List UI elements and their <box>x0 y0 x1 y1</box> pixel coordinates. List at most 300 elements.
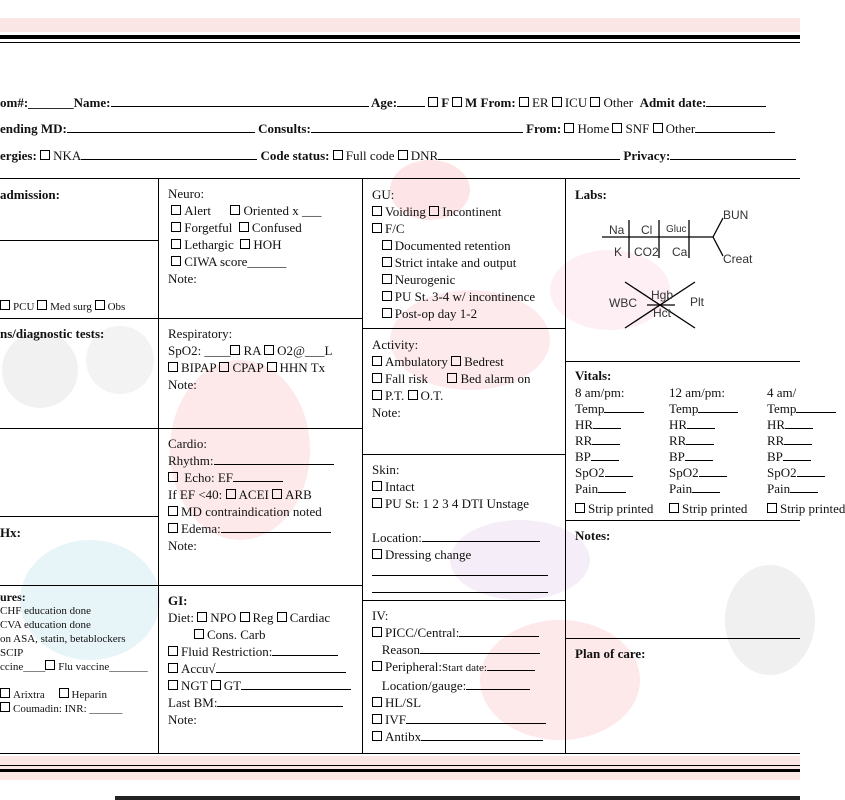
o2-checkbox[interactable] <box>264 345 274 355</box>
peripheral-label: Peripheral: <box>385 659 443 674</box>
vitals-spo2-row <box>767 464 825 481</box>
bipap-checkbox[interactable] <box>168 362 178 372</box>
vitals-hr-label: HR <box>575 417 594 432</box>
picc-label: PICC/Central: <box>385 625 460 640</box>
col1-rule-1 <box>0 240 158 241</box>
vitals-hr-field[interactable] <box>687 416 715 429</box>
gi-title: GI: <box>168 593 188 608</box>
asa-statin-bb: on ASA, statin, betablockers <box>0 633 126 645</box>
plan-section <box>575 645 646 662</box>
strict-io-checkbox[interactable] <box>382 257 392 267</box>
col4-rule-2 <box>565 520 800 521</box>
gt-checkbox[interactable] <box>211 680 221 690</box>
from-home-label: Home <box>577 121 610 136</box>
strip-printed-option <box>767 500 845 517</box>
vitals-time-header: 4 am/ <box>767 385 797 400</box>
activity-section <box>372 336 531 421</box>
vitals-temp-field[interactable] <box>698 400 738 413</box>
bottom-rule <box>0 769 800 772</box>
fc-checkbox[interactable] <box>372 223 382 233</box>
room-label: om#:_______ <box>0 95 74 110</box>
intact-label: Intact <box>385 479 415 494</box>
hx-section <box>0 524 21 541</box>
cpap-label: CPAP <box>232 360 264 375</box>
vitals-temp-label: Temp <box>575 401 605 416</box>
vitals-rr-field[interactable] <box>686 432 714 445</box>
col1-rule-5 <box>0 585 158 586</box>
code-status-label: Code status: <box>260 148 330 163</box>
activity-note: Note: <box>372 405 401 420</box>
bedrest-label: Bedrest <box>464 354 504 369</box>
cva-education: CVA education done <box>0 619 91 631</box>
vitals-temp-field[interactable] <box>796 400 836 413</box>
start-date-field[interactable] <box>487 658 535 671</box>
allergies-label: ergies: <box>0 148 37 163</box>
dnr-label: DNR <box>410 148 439 163</box>
privacy-field[interactable] <box>670 148 796 160</box>
ot-checkbox[interactable] <box>408 390 418 400</box>
admission-section <box>0 186 60 203</box>
pu-incontinence-label: PU St. 3-4 w/ incontinence <box>394 289 536 304</box>
tube-field[interactable] <box>241 677 351 690</box>
vitals-bp-field[interactable] <box>685 448 713 461</box>
npo-checkbox[interactable] <box>197 612 207 622</box>
vitals-spo2-field[interactable] <box>605 464 633 477</box>
vitals-pain-field[interactable] <box>790 480 818 493</box>
pu-stage-label: PU St: 1 2 3 4 DTI Unstage <box>385 496 530 511</box>
reason-label: Reason <box>381 642 421 657</box>
voiding-checkbox[interactable] <box>372 206 382 216</box>
dressing-change-checkbox[interactable] <box>372 549 382 559</box>
confused-checkbox[interactable] <box>239 222 249 232</box>
cardio-section <box>168 435 334 554</box>
vitals-temp-row <box>575 400 644 417</box>
intact-checkbox[interactable] <box>372 481 382 491</box>
oriented-label: Oriented x ___ <box>243 203 322 218</box>
vitals-spo2-field[interactable] <box>797 464 825 477</box>
cardiac-label: Cardiac <box>289 610 331 625</box>
voiding-label: Voiding <box>385 204 426 219</box>
name-field[interactable] <box>111 95 369 107</box>
o2-label: O2@___L <box>277 343 333 358</box>
allergies-field[interactable] <box>81 148 257 160</box>
alert-label: Alert <box>184 203 211 218</box>
tests-section <box>0 325 104 342</box>
forgetful-label: Forgetful <box>184 220 233 235</box>
bedrest-checkbox[interactable] <box>451 356 461 366</box>
from-label: From: <box>480 95 516 110</box>
skin-notes-line-2[interactable] <box>372 580 548 593</box>
lab-na: Na <box>609 223 625 237</box>
incontinent-checkbox[interactable] <box>429 206 439 216</box>
pcu-checkbox[interactable] <box>0 300 10 310</box>
vitals-pain-label: Pain <box>767 481 791 496</box>
ivf-field[interactable] <box>406 711 546 724</box>
confused-label: Confused <box>251 220 302 235</box>
hx-label: Hx: <box>0 525 21 540</box>
top-rule <box>0 35 800 39</box>
from-icu-checkbox[interactable] <box>552 97 562 107</box>
lab-k: K <box>614 245 623 259</box>
hlsl-checkbox[interactable] <box>372 697 382 707</box>
med-surg-checkbox[interactable] <box>37 300 47 310</box>
vitals-spo2-label: SpO2 <box>767 465 797 480</box>
from-origin-label: From: <box>526 121 562 136</box>
vitals-bp-label: BP <box>575 449 591 464</box>
start-date-label: Start date: <box>442 662 487 674</box>
lab-hgb: Hgb <box>651 288 674 302</box>
forgetful-checkbox[interactable] <box>171 222 181 232</box>
iv-location-label: Location/gauge: <box>381 678 467 693</box>
sex-f-label: F <box>441 95 449 110</box>
ra-label: RA <box>243 343 261 358</box>
code-status-field[interactable] <box>438 148 620 160</box>
strip-printed-checkbox[interactable] <box>575 503 585 513</box>
col4-rule-3 <box>565 638 800 639</box>
vitals-rr-field[interactable] <box>784 432 812 445</box>
documented-retention-label: Documented retention <box>394 238 511 253</box>
ot-label: O.T. <box>420 388 444 403</box>
col2-rule-3 <box>158 585 362 586</box>
neuro-title: Neuro: <box>168 186 205 201</box>
lab-hct: Hct <box>653 306 671 320</box>
edema-checkbox[interactable] <box>168 523 178 533</box>
notes-title: Notes: <box>575 528 611 543</box>
respiratory-section <box>168 325 332 393</box>
vitals-rr-row <box>767 432 812 449</box>
plan-of-care-title: Plan of care: <box>575 646 646 661</box>
core-measures-label: ures: <box>0 590 26 604</box>
peripheral-checkbox[interactable] <box>372 661 382 671</box>
sex-f-checkbox[interactable] <box>428 97 438 107</box>
vitals-hr-row <box>767 416 813 433</box>
sex-m-checkbox[interactable] <box>452 97 462 107</box>
ambulatory-checkbox[interactable] <box>372 356 382 366</box>
ef-threshold-label: If EF <40: <box>168 487 223 502</box>
consults-label: Consults: <box>258 121 311 136</box>
lab-fishbone-diagram <box>565 200 800 340</box>
iv-location-field[interactable] <box>466 677 530 690</box>
strip-printed-option <box>575 500 653 517</box>
from-er-checkbox[interactable] <box>519 97 529 107</box>
scip: SCIP <box>0 647 24 659</box>
pt-label: P.T. <box>385 388 405 403</box>
lab-wbc: WBC <box>609 296 637 310</box>
labs-title: Labs: <box>575 187 607 202</box>
antibx-label: Antibx <box>385 729 422 744</box>
nka-label: NKA <box>53 148 82 163</box>
gt-label: GT <box>223 678 242 693</box>
vitals-hr-field[interactable] <box>785 416 813 429</box>
header-row-3 <box>0 148 796 164</box>
full-code-label: Full code <box>345 148 395 163</box>
reg-label: Reg <box>252 610 274 625</box>
col1-rule-3 <box>0 428 158 429</box>
cpap-checkbox[interactable] <box>219 362 229 372</box>
accu-label: Accu√ <box>181 661 216 676</box>
vitals-hr-label: HR <box>669 417 688 432</box>
vitals-temp-field[interactable] <box>604 400 644 413</box>
from-other-field[interactable] <box>695 121 775 133</box>
flu-vaccine-checkbox[interactable] <box>45 660 55 670</box>
vitals-hr-row <box>575 416 621 433</box>
vitals-pain-row <box>767 480 818 497</box>
fall-risk-label: Fall risk <box>385 371 428 386</box>
vitals-section <box>575 367 611 384</box>
privacy-label: Privacy: <box>623 148 671 163</box>
skin-notes-line-1[interactable] <box>372 563 548 576</box>
accu-field[interactable] <box>216 660 346 673</box>
md-contraindication-checkbox[interactable] <box>168 506 178 516</box>
antibx-field[interactable] <box>421 728 543 741</box>
attending-md-field[interactable] <box>67 121 255 133</box>
vitals-spo2-label: SpO2 <box>575 465 605 480</box>
fluid-restriction-field[interactable] <box>272 643 338 656</box>
strict-io-label: Strict intake and output <box>394 255 517 270</box>
flu-vaccine: Flu vaccine_______ <box>58 661 148 673</box>
acei-label: ACEI <box>238 487 269 502</box>
hoh-checkbox[interactable] <box>240 239 250 249</box>
rhythm-field[interactable] <box>214 452 334 465</box>
lethargic-label: Lethargic <box>184 237 234 252</box>
pneumo-vaccine: ccine____ <box>0 661 46 673</box>
col-divider-2 <box>362 178 363 753</box>
ra-checkbox[interactable] <box>230 345 240 355</box>
neuro-note: Note: <box>168 271 197 286</box>
arb-label: ARB <box>285 487 312 502</box>
ngt-checkbox[interactable] <box>168 680 178 690</box>
fluid-restriction-checkbox[interactable] <box>168 646 178 656</box>
from-other2-checkbox[interactable] <box>653 123 663 133</box>
oriented-checkbox[interactable] <box>230 205 240 215</box>
coumadin-label: Coumadin: INR: ______ <box>13 703 123 715</box>
diet-label: Diet: <box>168 610 194 625</box>
strip-printed-checkbox[interactable] <box>669 503 679 513</box>
skin-section <box>372 461 548 597</box>
postop-checkbox[interactable] <box>382 308 392 318</box>
incontinent-label: Incontinent <box>442 204 502 219</box>
last-bm-field[interactable] <box>217 694 343 707</box>
from-snf-checkbox[interactable] <box>612 123 622 133</box>
ef-field[interactable] <box>233 469 283 482</box>
picc-checkbox[interactable] <box>372 627 382 637</box>
lab-co2: CO2 <box>634 245 659 259</box>
from-icu-label: ICU <box>564 95 588 110</box>
pt-checkbox[interactable] <box>372 390 382 400</box>
hhn-label: HHN Tx <box>279 360 326 375</box>
vitals-rr-row <box>575 432 620 449</box>
accu-checkbox[interactable] <box>168 663 178 673</box>
admit-date-label: Admit date: <box>639 95 707 110</box>
vitals-pain-label: Pain <box>669 481 693 496</box>
lab-ca: Ca <box>672 245 688 259</box>
bipap-label: BIPAP <box>181 360 217 375</box>
echo-checkbox[interactable] <box>168 472 178 482</box>
ivf-checkbox[interactable] <box>372 714 382 724</box>
lab-gluc: Gluc <box>666 224 687 235</box>
vitals-title: Vitals: <box>575 368 612 383</box>
full-code-checkbox[interactable] <box>333 150 343 160</box>
obs-checkbox[interactable] <box>95 300 105 310</box>
sex-m-label: M <box>465 95 478 110</box>
fluid-restriction-label: Fluid Restriction: <box>181 644 273 659</box>
col2-rule-1 <box>158 318 362 319</box>
ciwa-checkbox[interactable] <box>171 256 181 266</box>
cons-carb-checkbox[interactable] <box>194 629 204 639</box>
heparin-label: Heparin <box>71 689 107 701</box>
lab-bun: BUN <box>723 208 749 222</box>
vitals-temp-row <box>669 400 738 417</box>
neuro-section <box>168 185 321 287</box>
iv-section <box>372 607 546 745</box>
notes-section <box>575 527 610 544</box>
postop-label: Post-op day 1-2 <box>394 306 478 321</box>
vitals-spo2-field[interactable] <box>699 464 727 477</box>
age-field[interactable] <box>397 95 425 107</box>
vitals-bp-field[interactable] <box>591 448 619 461</box>
edema-field[interactable] <box>221 520 331 533</box>
vitals-spo2-row <box>575 464 633 481</box>
ambulatory-label: Ambulatory <box>385 354 448 369</box>
cardiac-checkbox[interactable] <box>277 612 287 622</box>
vitals-pain-field[interactable] <box>692 480 720 493</box>
iv-title: IV: <box>372 608 389 623</box>
vitals-temp-row <box>767 400 836 417</box>
vitals-time-header: 8 am/pm: <box>575 385 625 400</box>
header-row-2 <box>0 121 775 137</box>
vitals-spo2-label: SpO2 <box>669 465 699 480</box>
skin-title: Skin: <box>372 462 400 477</box>
reason-field[interactable] <box>420 641 540 654</box>
skin-location-field[interactable] <box>422 529 540 542</box>
md-contraindication-label: MD contraindication noted <box>181 504 322 519</box>
gu-section <box>372 186 535 322</box>
col3-rule-1 <box>362 328 565 329</box>
strip-printed-label: Strip printed <box>780 501 845 516</box>
documented-retention-checkbox[interactable] <box>382 240 392 250</box>
admission-label: admission: <box>0 187 60 202</box>
cons-carb-label: Cons. Carb <box>207 627 266 642</box>
lab-plt: Plt <box>690 295 705 309</box>
ciwa-label: CIWA score______ <box>184 254 287 269</box>
unit-options <box>0 299 125 316</box>
col2-rule-2 <box>158 428 362 429</box>
neurogenic-checkbox[interactable] <box>382 274 392 284</box>
arb-checkbox[interactable] <box>272 489 282 499</box>
attending-md-label: ending MD: <box>0 121 67 136</box>
from-other-checkbox[interactable] <box>590 97 600 107</box>
from-home-checkbox[interactable] <box>564 123 574 133</box>
dressing-change-label: Dressing change <box>385 547 472 562</box>
neurogenic-label: Neurogenic <box>394 272 456 287</box>
bed-alarm-label: Bed alarm on <box>460 371 531 386</box>
pu-stage-checkbox[interactable] <box>372 498 382 508</box>
from-other-label: Other <box>603 95 634 110</box>
picc-field[interactable] <box>459 624 539 637</box>
arixtra-checkbox[interactable] <box>0 688 10 698</box>
admit-date-field[interactable] <box>706 95 766 107</box>
vitals-hr-row <box>669 416 715 433</box>
vitals-hr-label: HR <box>767 417 786 432</box>
col-divider-1 <box>158 178 159 753</box>
rhythm-label: Rhythm: <box>168 453 214 468</box>
hoh-label: HOH <box>253 237 282 252</box>
header-row-1 <box>0 95 766 111</box>
gi-section <box>168 592 351 728</box>
vitals-rr-label: RR <box>669 433 687 448</box>
last-bm-label: Last BM: <box>168 695 218 710</box>
bed-alarm-checkbox[interactable] <box>447 373 457 383</box>
lethargic-checkbox[interactable] <box>171 239 181 249</box>
page-edge-shadow <box>115 796 800 800</box>
vitals-pain-label: Pain <box>575 481 599 496</box>
hhn-checkbox[interactable] <box>267 362 277 372</box>
col4-rule-1 <box>565 361 800 362</box>
vitals-bp-row <box>575 448 619 465</box>
activity-title: Activity: <box>372 337 419 352</box>
vitals-temp-label: Temp <box>669 401 699 416</box>
acei-checkbox[interactable] <box>226 489 236 499</box>
col3-rule-2 <box>362 454 565 455</box>
strip-printed-label: Strip printed <box>588 501 654 516</box>
vitals-rr-field[interactable] <box>592 432 620 445</box>
vitals-spo2-row <box>669 464 727 481</box>
cardio-title: Cardio: <box>168 436 207 451</box>
antibx-checkbox[interactable] <box>372 731 382 741</box>
dnr-checkbox[interactable] <box>398 150 408 160</box>
top-rule-thin <box>0 42 800 43</box>
arixtra-label: Arixtra <box>13 689 45 701</box>
pu-incontinence-checkbox[interactable] <box>382 291 392 301</box>
heparin-checkbox[interactable] <box>59 688 69 698</box>
gu-title: GU: <box>372 187 395 202</box>
consults-field[interactable] <box>311 121 523 133</box>
tests-label: ns/diagnostic tests: <box>0 326 105 341</box>
reg-checkbox[interactable] <box>240 612 250 622</box>
lab-cl: Cl <box>641 223 653 237</box>
name-label: Name: <box>73 95 111 110</box>
strip-printed-label: Strip printed <box>682 501 748 516</box>
coumadin-checkbox[interactable] <box>0 702 10 712</box>
edema-label: Edema: <box>181 521 221 536</box>
respiratory-title: Respiratory: <box>168 326 233 341</box>
med-surg-label: Med surg <box>50 301 92 313</box>
lab-creat: Creat <box>723 252 753 266</box>
vitals-bp-field[interactable] <box>783 448 811 461</box>
hlsl-label: HL/SL <box>385 695 422 710</box>
nka-checkbox[interactable] <box>40 150 50 160</box>
from-er-label: ER <box>531 95 549 110</box>
vitals-bp-row <box>767 448 811 465</box>
core-measures-section <box>0 590 148 716</box>
ivf-label: IVF <box>385 712 406 727</box>
fall-risk-checkbox[interactable] <box>372 373 382 383</box>
cardio-note: Note: <box>168 538 197 553</box>
vitals-pain-row <box>575 480 626 497</box>
vitals-hr-field[interactable] <box>593 416 621 429</box>
vitals-bp-row <box>669 448 713 465</box>
vitals-rr-label: RR <box>767 433 785 448</box>
vitals-rr-row <box>669 432 714 449</box>
npo-label: NPO <box>210 610 237 625</box>
vitals-pain-field[interactable] <box>598 480 626 493</box>
from-other2-label: Other <box>665 121 696 136</box>
alert-checkbox[interactable] <box>171 205 181 215</box>
col1-rule-2 <box>0 318 158 319</box>
gi-note: Note: <box>168 712 197 727</box>
bottom-rule-thin <box>0 765 800 766</box>
strip-printed-checkbox[interactable] <box>767 503 777 513</box>
